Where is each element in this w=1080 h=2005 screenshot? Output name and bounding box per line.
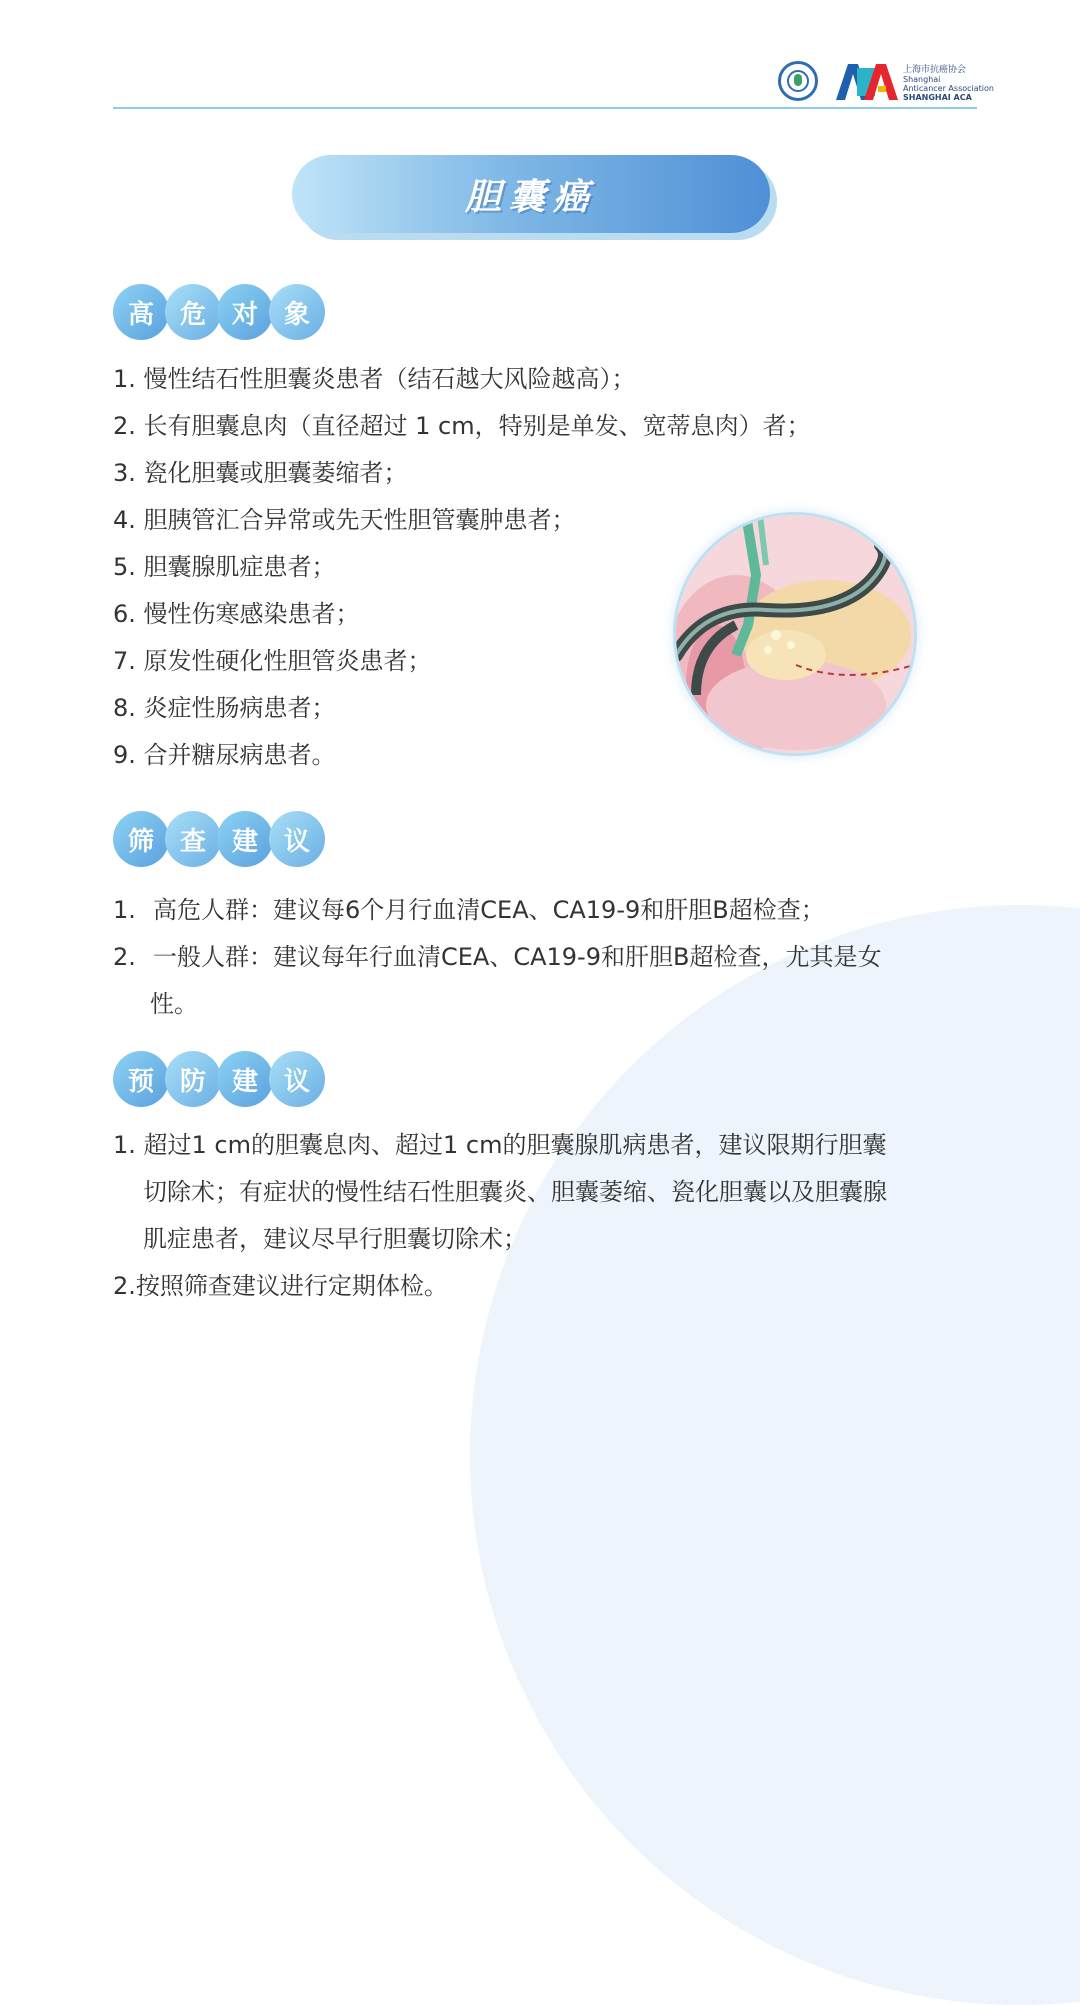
page-title: 胆囊癌 [464,176,597,218]
section-badge-prevention [113,1051,321,1107]
endoscopy-illustration [676,515,914,753]
list-item: 4. 胆胰管汇合异常或先天性胆管囊肿患者； [113,506,576,534]
association-name-en-2: Anticancer Association [903,84,994,93]
association-name-en-1: Shanghai [903,75,941,84]
list-item [113,887,993,934]
badge-char: 建 [217,1051,273,1107]
badge-char: 防 [165,1051,221,1107]
association-name-en-3: SHANGHAI ACA [903,93,972,102]
background-blob [470,905,1080,2005]
section-badge-high-risk [113,284,321,340]
list-item: 1. 超过1 cm的胆囊息肉、超过1 cm的胆囊腺肌病患者，建议限期行胆囊 [113,1131,887,1159]
header-divider [113,107,977,109]
prevention-list [113,1122,993,1310]
list-item-continuation: 性。 [150,990,198,1018]
list-item: 5. 胆囊腺肌症患者； [113,553,336,581]
list-item [113,934,993,981]
list-item: 1. 慢性结石性胆囊炎患者（结石越大风险越高）； [113,365,636,393]
badge-char: 预 [113,1051,169,1107]
list-item-continuation: 肌症患者，建议尽早行胆囊切除术； [143,1225,527,1253]
list-item: 6. 慢性伤寒感染患者； [113,600,360,628]
badge-char: 象 [269,284,325,340]
badge-char: 危 [165,284,221,340]
list-item-number: 2. [113,943,136,971]
screening-list [113,887,993,1028]
aca-logo-icon [834,62,900,102]
list-item: 9. 合并糖尿病患者。 [113,741,336,769]
list-item-continuation: 切除术；有症状的慢性结石性胆囊炎、胆囊萎缩、瓷化胆囊以及胆囊腺 [143,1178,887,1206]
list-item: 2. 长有胆囊息肉（直径超过 1 cm，特别是单发、宽蒂息肉）者； [113,412,811,440]
list-item: 8. 炎症性肠病患者； [113,694,336,722]
badge-char: 议 [269,811,325,867]
list-item-text: 高危人群：建议每6个月行血清CEA、CA19-9和肝胆B超检查； [153,896,825,924]
badge-char: 筛 [113,811,169,867]
badge-char: 查 [165,811,221,867]
association-name [903,66,994,102]
list-item-number: 1. [113,896,136,924]
list-item: 2.按照筛查建议进行定期体检。 [113,1272,448,1300]
list-item: 7. 原发性硬化性胆管炎患者； [113,647,432,675]
list-item: 3. 瓷化胆囊或胆囊萎缩者； [113,459,408,487]
badge-char: 建 [217,811,273,867]
badge-char: 对 [217,284,273,340]
list-item-text: 一般人群：建议每年行血清CEA、CA19-9和肝胆B超检查，尤其是女 [153,943,882,971]
title-banner [292,155,770,233]
badge-char: 议 [269,1051,325,1107]
association-name-cn: 上海市抗癌协会 [903,65,967,75]
association-seal-logo [778,61,818,101]
badge-char: 高 [113,284,169,340]
section-badge-screening [113,811,321,867]
